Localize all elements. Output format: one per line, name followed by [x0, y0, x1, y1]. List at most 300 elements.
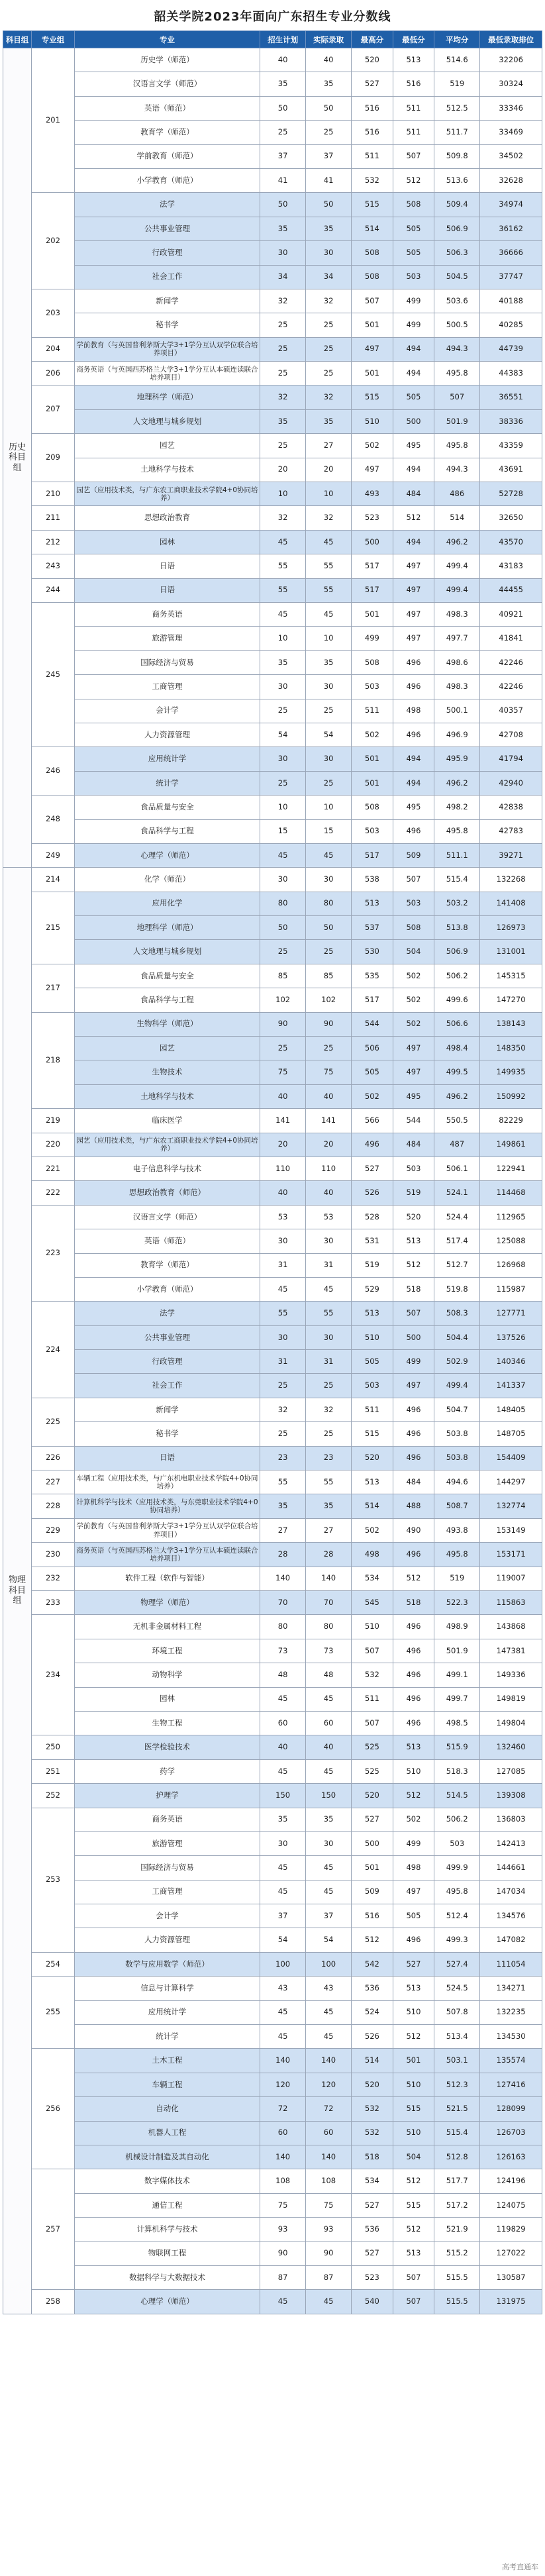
admitted-cell: 45: [306, 602, 352, 626]
plan-cell: 25: [260, 771, 306, 795]
min-score-cell: 499: [393, 313, 434, 337]
major-name-cell: 英语（师范）: [74, 1229, 260, 1253]
max-score-cell: 528: [352, 1205, 393, 1229]
admitted-cell: 85: [306, 964, 352, 988]
admitted-cell: 25: [306, 121, 352, 144]
plan-cell: 25: [260, 337, 306, 361]
admitted-cell: 70: [306, 1591, 352, 1615]
table-row: [3, 1808, 542, 1831]
avg-score-cell: 496.2: [434, 771, 480, 795]
table-row: [3, 144, 542, 168]
max-score-cell: 530: [352, 940, 393, 964]
major-group-cell: 243: [32, 554, 75, 578]
min-score-cell: 510: [393, 2000, 434, 2024]
plan-cell: 34: [260, 265, 306, 289]
min-rank-cell: 40921: [480, 602, 542, 626]
table-row: [3, 1350, 542, 1374]
min-rank-cell: 127416: [480, 2073, 542, 2096]
plan-cell: 85: [260, 964, 306, 988]
min-score-cell: 505: [393, 1904, 434, 1928]
avg-score-cell: 506.9: [434, 217, 480, 240]
min-rank-cell: 33469: [480, 121, 542, 144]
max-score-cell: 520: [352, 1784, 393, 1808]
header-min-score: 最低分: [393, 31, 434, 48]
plan-cell: 10: [260, 482, 306, 506]
avg-score-cell: 507.8: [434, 2000, 480, 2024]
max-score-cell: 507: [352, 1639, 393, 1663]
table-row: [3, 1157, 542, 1180]
table-row: [3, 506, 542, 530]
max-score-cell: 532: [352, 168, 393, 192]
major-name-cell: 新闻学: [74, 289, 260, 313]
max-score-cell: 506: [352, 1037, 393, 1060]
table-row: [3, 1952, 542, 1976]
min-score-cell: 496: [393, 1543, 434, 1567]
major-name-cell: 应用统计学: [74, 747, 260, 771]
min-score-cell: 496: [393, 1687, 434, 1711]
min-score-cell: 512: [393, 2218, 434, 2241]
min-rank-cell: 41841: [480, 627, 542, 650]
plan-cell: 140: [260, 2145, 306, 2169]
major-name-cell: 商务英语: [74, 1808, 260, 1831]
min-rank-cell: 131001: [480, 940, 542, 964]
min-score-cell: 490: [393, 1518, 434, 1542]
plan-cell: 87: [260, 2265, 306, 2289]
min-rank-cell: 36551: [480, 386, 542, 409]
major-name-cell: 英语（师范）: [74, 96, 260, 120]
admitted-cell: 25: [306, 940, 352, 964]
major-group-cell: 207: [32, 386, 75, 434]
major-name-cell: 日语: [74, 1446, 260, 1470]
min-rank-cell: 33346: [480, 96, 542, 120]
admitted-cell: 25: [306, 1422, 352, 1446]
plan-cell: 35: [260, 1808, 306, 1831]
admitted-cell: 60: [306, 2121, 352, 2145]
major-name-cell: 秘书学: [74, 1422, 260, 1446]
max-score-cell: 507: [352, 1711, 393, 1735]
avg-score-cell: 506.9: [434, 940, 480, 964]
min-score-cell: 500: [393, 1325, 434, 1349]
table-row: [3, 2097, 542, 2121]
table-row: [3, 1470, 542, 1494]
plan-cell: 10: [260, 627, 306, 650]
avg-score-cell: 512.5: [434, 96, 480, 120]
major-group-cell: 258: [32, 2290, 75, 2314]
table-row: [3, 771, 542, 795]
plan-cell: 120: [260, 2073, 306, 2096]
min-rank-cell: 111054: [480, 1952, 542, 1976]
max-score-cell: 513: [352, 1470, 393, 1494]
min-score-cell: 512: [393, 1567, 434, 1590]
avg-score-cell: 550.5: [434, 1109, 480, 1133]
plan-cell: 45: [260, 602, 306, 626]
min-rank-cell: 42783: [480, 819, 542, 843]
max-score-cell: 525: [352, 1735, 393, 1759]
major-name-cell: 行政管理: [74, 1350, 260, 1374]
max-score-cell: 497: [352, 458, 393, 482]
major-name-cell: 食品科学与工程: [74, 819, 260, 843]
table-row: [3, 1880, 542, 1904]
admitted-cell: 50: [306, 193, 352, 217]
major-name-cell: 土木工程: [74, 2049, 260, 2073]
min-score-cell: 503: [393, 1157, 434, 1180]
max-score-cell: 534: [352, 1567, 393, 1590]
table-row: [3, 1253, 542, 1277]
min-rank-cell: 43183: [480, 554, 542, 578]
major-name-cell: 计算机科学与技术（应用技术类，与东莞职业技术学院4+0协同培养）: [74, 1494, 260, 1518]
min-rank-cell: 126703: [480, 2121, 542, 2145]
min-score-cell: 518: [393, 1277, 434, 1301]
major-group-cell: 256: [32, 2049, 75, 2169]
table-row: [3, 1928, 542, 1952]
min-score-cell: 494: [393, 771, 434, 795]
avg-score-cell: 524.5: [434, 1977, 480, 2000]
min-rank-cell: 147270: [480, 988, 542, 1012]
avg-score-cell: 519: [434, 72, 480, 96]
admitted-cell: 10: [306, 627, 352, 650]
major-name-cell: 日语: [74, 554, 260, 578]
min-score-cell: 497: [393, 578, 434, 602]
max-score-cell: 536: [352, 2218, 393, 2241]
min-score-cell: 499: [393, 1350, 434, 1374]
min-rank-cell: 149336: [480, 1663, 542, 1687]
plan-cell: 31: [260, 1350, 306, 1374]
major-group-cell: 221: [32, 1157, 75, 1180]
admitted-cell: 35: [306, 1808, 352, 1831]
admitted-cell: 75: [306, 2193, 352, 2217]
max-score-cell: 540: [352, 2290, 393, 2314]
avg-score-cell: 501.9: [434, 409, 480, 433]
min-score-cell: 496: [393, 650, 434, 674]
min-rank-cell: 34974: [480, 193, 542, 217]
avg-score-cell: 508.7: [434, 1494, 480, 1518]
admitted-cell: 30: [306, 747, 352, 771]
avg-score-cell: 522.3: [434, 1591, 480, 1615]
plan-cell: 141: [260, 1109, 306, 1133]
avg-score-cell: 494.3: [434, 458, 480, 482]
min-rank-cell: 36666: [480, 241, 542, 265]
min-score-cell: 502: [393, 964, 434, 988]
admitted-cell: 10: [306, 796, 352, 819]
min-rank-cell: 115987: [480, 1277, 542, 1301]
plan-cell: 23: [260, 1446, 306, 1470]
avg-score-cell: 495.8: [434, 1543, 480, 1567]
admitted-cell: 55: [306, 554, 352, 578]
plan-cell: 53: [260, 1205, 306, 1229]
plan-cell: 35: [260, 72, 306, 96]
subject-group-cell: 物理科目组: [3, 868, 32, 2314]
min-rank-cell: 147082: [480, 1928, 542, 1952]
min-rank-cell: 112965: [480, 1205, 542, 1229]
min-score-cell: 497: [393, 1037, 434, 1060]
major-name-cell: 食品质量与安全: [74, 796, 260, 819]
min-rank-cell: 42838: [480, 796, 542, 819]
min-rank-cell: 154409: [480, 1446, 542, 1470]
admitted-cell: 28: [306, 1543, 352, 1567]
min-rank-cell: 40285: [480, 313, 542, 337]
max-score-cell: 501: [352, 313, 393, 337]
table-row: [3, 2000, 542, 2024]
min-rank-cell: 38336: [480, 409, 542, 433]
admitted-cell: 55: [306, 578, 352, 602]
avg-score-cell: 499.4: [434, 578, 480, 602]
table-row: [3, 265, 542, 289]
avg-score-cell: 501.9: [434, 1639, 480, 1663]
plan-cell: 40: [260, 1181, 306, 1205]
table-row: [3, 892, 542, 915]
table-row: [3, 2265, 542, 2289]
max-score-cell: 566: [352, 1109, 393, 1133]
min-score-cell: 494: [393, 530, 434, 554]
max-score-cell: 500: [352, 530, 393, 554]
admitted-cell: 27: [306, 434, 352, 458]
min-rank-cell: 119007: [480, 1567, 542, 1590]
avg-score-cell: 503.2: [434, 892, 480, 915]
min-rank-cell: 43359: [480, 434, 542, 458]
plan-cell: 110: [260, 1157, 306, 1180]
min-rank-cell: 147034: [480, 1880, 542, 1904]
min-rank-cell: 44739: [480, 337, 542, 361]
min-score-cell: 513: [393, 1977, 434, 2000]
major-group-cell: 227: [32, 1470, 75, 1494]
plan-cell: 55: [260, 578, 306, 602]
max-score-cell: 520: [352, 1446, 393, 1470]
plan-cell: 140: [260, 2049, 306, 2073]
table-row: [3, 2290, 542, 2314]
min-score-cell: 509: [393, 843, 434, 867]
min-rank-cell: 128099: [480, 2097, 542, 2121]
min-rank-cell: 153149: [480, 1518, 542, 1542]
major-group-cell: 232: [32, 1567, 75, 1590]
major-name-cell: 行政管理: [74, 241, 260, 265]
major-name-cell: 食品科学与工程: [74, 988, 260, 1012]
major-group-cell: 210: [32, 482, 75, 506]
major-group-cell: 257: [32, 2169, 75, 2290]
min-score-cell: 496: [393, 723, 434, 747]
major-group-cell: 248: [32, 796, 75, 844]
min-score-cell: 497: [393, 1374, 434, 1398]
min-score-cell: 505: [393, 241, 434, 265]
min-score-cell: 496: [393, 1663, 434, 1687]
min-score-cell: 520: [393, 1205, 434, 1229]
min-score-cell: 527: [393, 1952, 434, 1976]
min-score-cell: 503: [393, 265, 434, 289]
major-group-cell: 225: [32, 1398, 75, 1446]
plan-cell: 25: [260, 434, 306, 458]
admitted-cell: 45: [306, 530, 352, 554]
min-rank-cell: 131975: [480, 2290, 542, 2314]
plan-cell: 20: [260, 458, 306, 482]
major-name-cell: 秘书学: [74, 313, 260, 337]
avg-score-cell: 511.1: [434, 843, 480, 867]
admitted-cell: 34: [306, 265, 352, 289]
table-row: [3, 217, 542, 240]
major-group-cell: 230: [32, 1543, 75, 1567]
major-name-cell: 人力资源管理: [74, 723, 260, 747]
plan-cell: 25: [260, 940, 306, 964]
avg-score-cell: 524.1: [434, 1181, 480, 1205]
avg-score-cell: 496.9: [434, 723, 480, 747]
max-score-cell: 523: [352, 506, 393, 530]
min-score-cell: 513: [393, 48, 434, 72]
max-score-cell: 516: [352, 121, 393, 144]
table-row: [3, 121, 542, 144]
major-name-cell: 日语: [74, 578, 260, 602]
header-major: 专业: [74, 31, 260, 48]
table-row: [3, 819, 542, 843]
min-score-cell: 496: [393, 1711, 434, 1735]
major-group-cell: 218: [32, 1012, 75, 1109]
major-name-cell: 人文地理与城乡规划: [74, 409, 260, 433]
max-score-cell: 527: [352, 72, 393, 96]
admitted-cell: 60: [306, 1711, 352, 1735]
avg-score-cell: 487: [434, 1133, 480, 1157]
min-score-cell: 507: [393, 868, 434, 892]
plan-cell: 35: [260, 1494, 306, 1518]
table-row: [3, 313, 542, 337]
admitted-cell: 25: [306, 1037, 352, 1060]
plan-cell: 48: [260, 1663, 306, 1687]
max-score-cell: 545: [352, 1591, 393, 1615]
header-subject-group: 科目组: [3, 31, 32, 48]
min-score-cell: 499: [393, 1831, 434, 1855]
max-score-cell: 531: [352, 1229, 393, 1253]
table-row: [3, 434, 542, 458]
min-rank-cell: 32650: [480, 506, 542, 530]
plan-cell: 30: [260, 241, 306, 265]
max-score-cell: 532: [352, 2097, 393, 2121]
max-score-cell: 508: [352, 650, 393, 674]
major-name-cell: 园艺（应用技术类，与广东农工商职业技术学院4+0协同培养）: [74, 482, 260, 506]
plan-cell: 55: [260, 554, 306, 578]
subject-group-cell: 历史科目组: [3, 48, 32, 868]
plan-cell: 45: [260, 843, 306, 867]
major-name-cell: 机械设计制造及其自动化: [74, 2145, 260, 2169]
plan-cell: 25: [260, 121, 306, 144]
admitted-cell: 48: [306, 1663, 352, 1687]
max-score-cell: 527: [352, 2241, 393, 2265]
table-row: [3, 1663, 542, 1687]
min-score-cell: 497: [393, 554, 434, 578]
min-score-cell: 510: [393, 1759, 434, 1783]
major-name-cell: 国际经济与贸易: [74, 650, 260, 674]
admitted-cell: 43: [306, 1977, 352, 2000]
min-score-cell: 513: [393, 1229, 434, 1253]
min-score-cell: 507: [393, 2290, 434, 2314]
min-score-cell: 500: [393, 409, 434, 433]
major-name-cell: 地理科学（师范）: [74, 386, 260, 409]
admitted-cell: 45: [306, 1687, 352, 1711]
plan-cell: 32: [260, 506, 306, 530]
min-rank-cell: 42940: [480, 771, 542, 795]
major-name-cell: 小学教育（师范）: [74, 1277, 260, 1301]
avg-score-cell: 514: [434, 506, 480, 530]
major-name-cell: 会计学: [74, 699, 260, 723]
min-score-cell: 497: [393, 602, 434, 626]
min-rank-cell: 148405: [480, 1398, 542, 1421]
min-rank-cell: 141408: [480, 892, 542, 915]
avg-score-cell: 524.4: [434, 1205, 480, 1229]
plan-cell: 55: [260, 1302, 306, 1325]
admitted-cell: 40: [306, 48, 352, 72]
major-name-cell: 车辆工程（应用技术类，与广东机电职业技术学院4+0协同培养）: [74, 1470, 260, 1494]
avg-score-cell: 511.7: [434, 121, 480, 144]
min-score-cell: 512: [393, 168, 434, 192]
major-name-cell: 医学检验技术: [74, 1735, 260, 1759]
plan-cell: 60: [260, 2121, 306, 2145]
max-score-cell: 501: [352, 771, 393, 795]
major-group-cell: 206: [32, 362, 75, 386]
table-row: [3, 409, 542, 433]
table-row: [3, 1133, 542, 1157]
major-name-cell: 学前教育（师范）: [74, 144, 260, 168]
major-name-cell: 自动化: [74, 2097, 260, 2121]
avg-score-cell: 519.8: [434, 1277, 480, 1301]
table-row: [3, 1205, 542, 1229]
max-score-cell: 503: [352, 675, 393, 699]
major-group-cell: 214: [32, 868, 75, 892]
min-score-cell: 510: [393, 2121, 434, 2145]
plan-cell: 25: [260, 313, 306, 337]
min-score-cell: 512: [393, 2169, 434, 2193]
avg-score-cell: 499.5: [434, 1060, 480, 1084]
max-score-cell: 513: [352, 1302, 393, 1325]
avg-score-cell: 494.3: [434, 337, 480, 361]
admitted-cell: 20: [306, 1133, 352, 1157]
min-rank-cell: 150992: [480, 1084, 542, 1108]
major-group-cell: 245: [32, 602, 75, 747]
major-name-cell: 旅游管理: [74, 627, 260, 650]
header-max-score: 最高分: [352, 31, 393, 48]
header-min-rank: 最低录取排位: [480, 31, 542, 48]
min-rank-cell: 115863: [480, 1591, 542, 1615]
min-rank-cell: 132774: [480, 1494, 542, 1518]
avg-score-cell: 497.7: [434, 627, 480, 650]
max-score-cell: 538: [352, 868, 393, 892]
table-row: [3, 1977, 542, 2000]
plan-cell: 41: [260, 168, 306, 192]
major-group-cell: 233: [32, 1591, 75, 1615]
admitted-cell: 141: [306, 1109, 352, 1133]
table-row: [3, 1759, 542, 1783]
page-title: 韶关学院2023年面向广东招生专业分数线: [154, 10, 391, 24]
min-score-cell: 504: [393, 940, 434, 964]
major-name-cell: 应用化学: [74, 892, 260, 915]
plan-cell: 28: [260, 1543, 306, 1567]
plan-cell: 45: [260, 2290, 306, 2314]
max-score-cell: 516: [352, 96, 393, 120]
header-avg-score: 平均分: [434, 31, 480, 48]
max-score-cell: 511: [352, 144, 393, 168]
table-row: [3, 940, 542, 964]
min-score-cell: 484: [393, 1133, 434, 1157]
min-rank-cell: 139308: [480, 1784, 542, 1808]
admitted-cell: 93: [306, 2218, 352, 2241]
max-score-cell: 536: [352, 1977, 393, 2000]
max-score-cell: 517: [352, 578, 393, 602]
major-name-cell: 公共事业管理: [74, 1325, 260, 1349]
min-rank-cell: 43570: [480, 530, 542, 554]
min-score-cell: 507: [393, 144, 434, 168]
max-score-cell: 544: [352, 1012, 393, 1036]
major-group-cell: 229: [32, 1518, 75, 1542]
min-score-cell: 507: [393, 2265, 434, 2289]
max-score-cell: 542: [352, 1952, 393, 1976]
plan-cell: 75: [260, 1060, 306, 1084]
max-score-cell: 502: [352, 1518, 393, 1542]
admitted-cell: 20: [306, 458, 352, 482]
plan-cell: 25: [260, 362, 306, 386]
